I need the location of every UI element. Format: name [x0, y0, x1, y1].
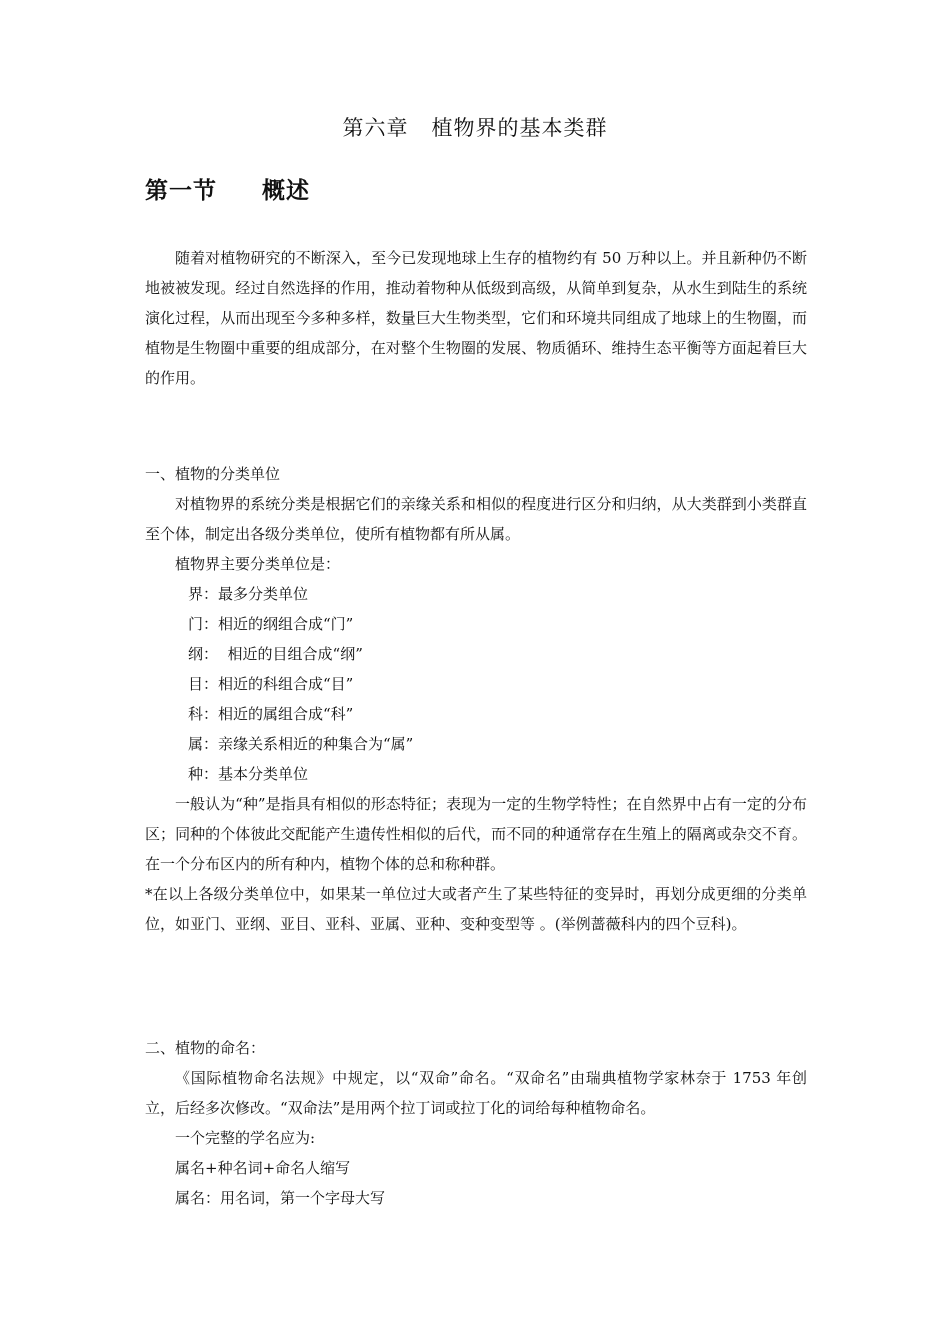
- naming-line-3: 属名：用名词，第一个字母大写: [175, 1189, 386, 1207]
- unit-genus: 属：亲缘关系相近的种集合为“属”: [188, 735, 414, 753]
- part2-heading: 二、植物的命名：: [145, 1039, 266, 1057]
- unit-phylum: 门：相近的纲组合成“门”: [188, 615, 354, 633]
- naming-line-1: 一个完整的学名应为:: [175, 1129, 316, 1147]
- unit-class: 纲： 相近的目组合成“纲”: [188, 645, 363, 663]
- note-paragraph: *在以上各级分类单位中，如果某一单位过大或者产生了某些特征的变异时，再划分成更细的分类单位，如亚门、亚纲、亚目、亚科、亚属、亚种、变种变型等 。(举例蔷薇科内的四个豆科)。: [145, 885, 807, 933]
- section-title: 第一节 概述: [145, 178, 311, 204]
- unit-species: 种：基本分类单位: [188, 765, 309, 783]
- naming-paragraph: 《国际植物命名法规》中规定，以“双命”命名。“双命名”由瑞典植物学家林奈于 1753 年创立，后经多次修改。“双命法”是用两个拉丁词或拉丁化的词给每种植物命名。: [145, 1069, 807, 1117]
- naming-line-2: 属名+种名词+命名人缩写: [175, 1159, 351, 1177]
- units-intro: 植物界主要分类单位是：: [175, 555, 341, 573]
- part1-heading: 一、植物的分类单位: [145, 465, 281, 483]
- unit-family: 科：相近的属组合成“科”: [188, 705, 354, 723]
- classification-paragraph: 对植物界的系统分类是根据它们的亲缘关系和相似的程度进行区分和归纳，从大类群到小类群直至个体，制定出各级分类单位，使所有植物都有所从属。: [145, 495, 807, 543]
- species-paragraph: 一般认为“种”是指具有相似的形态特征；表现为一定的生物学特性；在自然界中占有一定的分布区；同种的个体彼此交配能产生遗传性相似的后代，而不同的种通常存在生殖上的隔离或杂交不育。在一个分布区内的所有种内，植物个体的总和称种群。: [145, 795, 807, 873]
- chapter-title: 第六章 植物界的基本类群: [342, 116, 608, 140]
- unit-kingdom: 界：最多分类单位: [188, 585, 309, 603]
- unit-order: 目：相近的科组合成“目”: [188, 675, 354, 693]
- intro-paragraph: 随着对植物研究的不断深入，至今已发现地球上生存的植物约有 50 万种以上。并且新种仍不断地被被发现。经过自然选择的作用，推动着物种从低级到高级，从简单到复杂，从水生到陆生的系统演化过程，从而出现至今多种多样，数量巨大生物类型，它们和环境共同组成了地球上的生物圈，而植物是生物圈中重要的组成部分，在对整个生物圈的发展、物质循环、维持生态平衡等方面起着巨大的作用。: [145, 249, 807, 387]
